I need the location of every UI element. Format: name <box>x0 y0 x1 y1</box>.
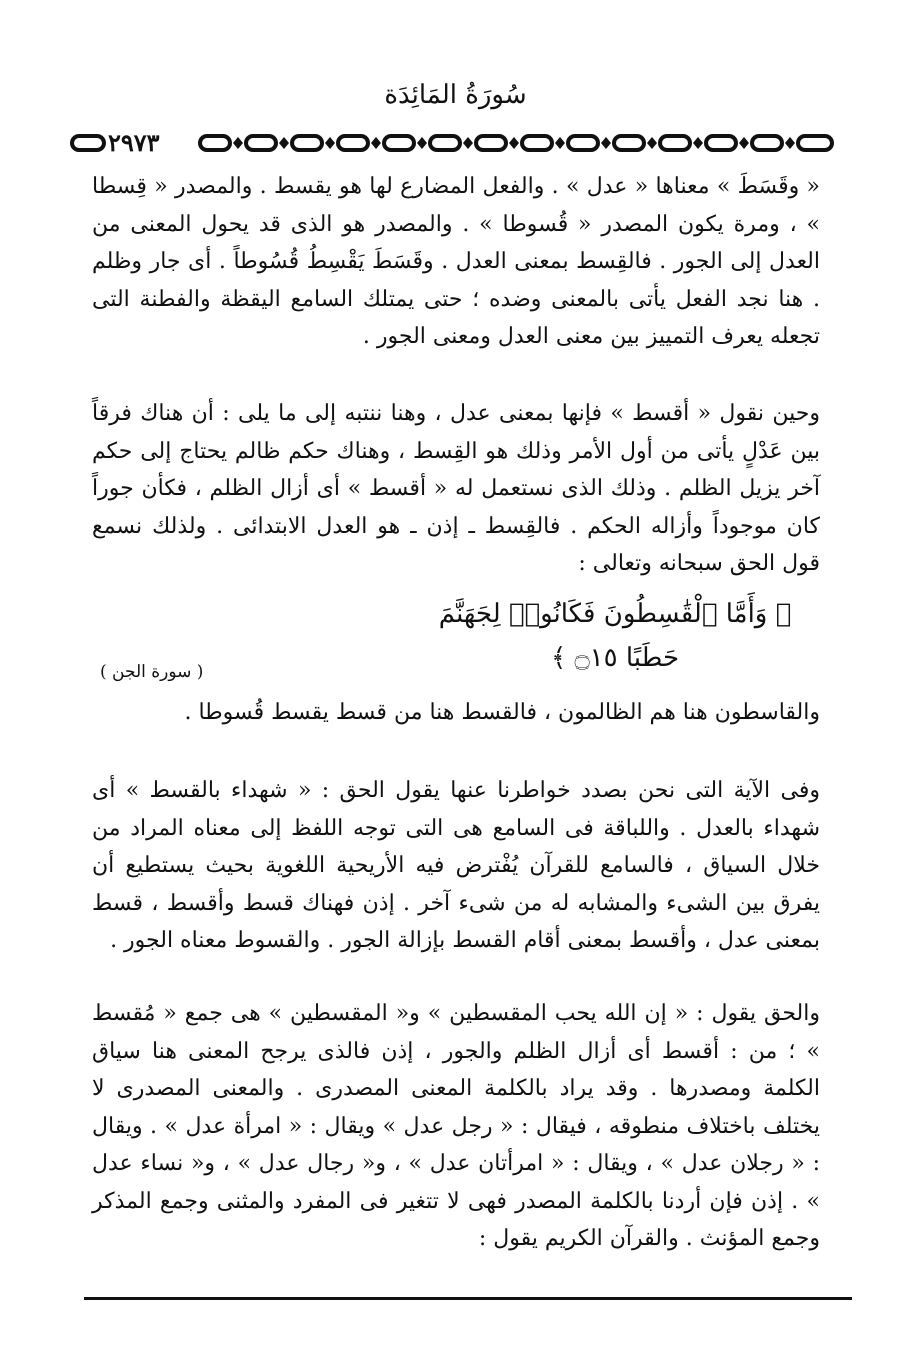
ornamental-header-rule <box>70 128 840 158</box>
paragraph-2 <box>92 395 820 583</box>
surah-title: سُورَةُ المَائِدَة <box>384 80 527 110</box>
footer-rule <box>84 1297 852 1300</box>
paragraph-3 <box>92 694 820 732</box>
paragraph-5 <box>92 995 820 1258</box>
verse-reference: ( سورة الجن ) <box>100 662 204 682</box>
paragraph-4 <box>92 772 820 960</box>
paragraph-text: والقاسطون هنا هم الظالمون ، فالقسط هنا من قسط يقسط قُسوطا . <box>184 700 820 725</box>
paragraph-text: وحين نقول « أقسط » فإنها بمعنى عدل ، وهنا ننتبه إلى ما يلى : أن هناك فرقاً بين عَدْلٍ يأتى من أول الأمر وذلك هو القِسط ، وهناك حكم ظالم يحتاج إلى حكم آخر يزيل الظلم . وذلك الذى نستعمل له « أقسط » أى أزال الظلم ، فكأن جوراً كان موجوداً وأزاله الحكم . فالقِسط ـ إذن ـ هو العدل الابتدائى . ولذلك نسمع قول الحق سبحانه وتعالى : <box>92 401 820 576</box>
page-number: ٢٩٧٣ <box>108 128 160 157</box>
paragraph-1 <box>92 168 820 356</box>
paragraph-text: وفى الآية التى نحن بصدد خواطرنا عنها يقول الحق : « شهداء بالقسط » أى شهداء بالعدل . واللباقة فى السامع هى التى توجه اللفظ إلى معناه المراد من خلال السياق ، فالسامع للقرآن يُفْترض فيه الأريحية اللغوية بحيث يستطيع أن يفرق بين الشىء والمشابه له من شىء آخر . إذن فهناك قسط وأقسط ، قسط بمعنى عدل ، وأقسط بمعنى أقام القسط بإزالة الجور . والقسوط معناه الجور . <box>92 778 820 953</box>
quran-verse: ﴿ وَأَمَّا ٱلْقَٰسِطُونَ فَكَانُوا۟ لِجَهَنَّمَ حَطَبًا ۝١٥ ﴾ <box>438 599 792 673</box>
paragraph-text: والحق يقول : « إن الله يحب المقسطين » و« المقسطين » هى جمع « مُقسط » ؛ من : أقسط أى أزال الظلم والجور ، إذن فالذى يرجح المعنى هنا سياق الكلمة ومصدرها . وقد يراد بالكلمة المعنى المصدرى . والمعنى المصدرى لا يختلف باختلاف منطوقه ، فيقال : « رجل عدل » ويقال : « امرأة عدل » . ويقال : « رجلان عدل » ، ويقال : « امرأتان عدل » ، و« رجال عدل » ، و« نساء عدل » . إذن فإن أردنا بالكلمة المصدر فهى لا تتغير فى المفرد والمثنى وجمع المذكر وجمع المؤنث . والقرآن الكريم يقول : <box>92 1001 820 1251</box>
paragraph-text: « وقَسَطَ » معناها « عدل » . والفعل المضارع لها هو يقسط . والمصدر « قِسطا » ، ومرة يكون المصدر « قُسوطا » . والمصدر هو الذى قد يحول المعنى من العدل إلى الجور . فالقِسط بمعنى العدل . وقَسَطَ يَقْسِطُ قُسُوطاً . أى جار وظلم . هنا نجد الفعل يأتى بالمعنى وضده ؛ حتى يمتلك السامع اليقظة والفطنة التى تجعله يعرف التمييز بين معنى العدل ومعنى الجور . <box>92 174 820 349</box>
